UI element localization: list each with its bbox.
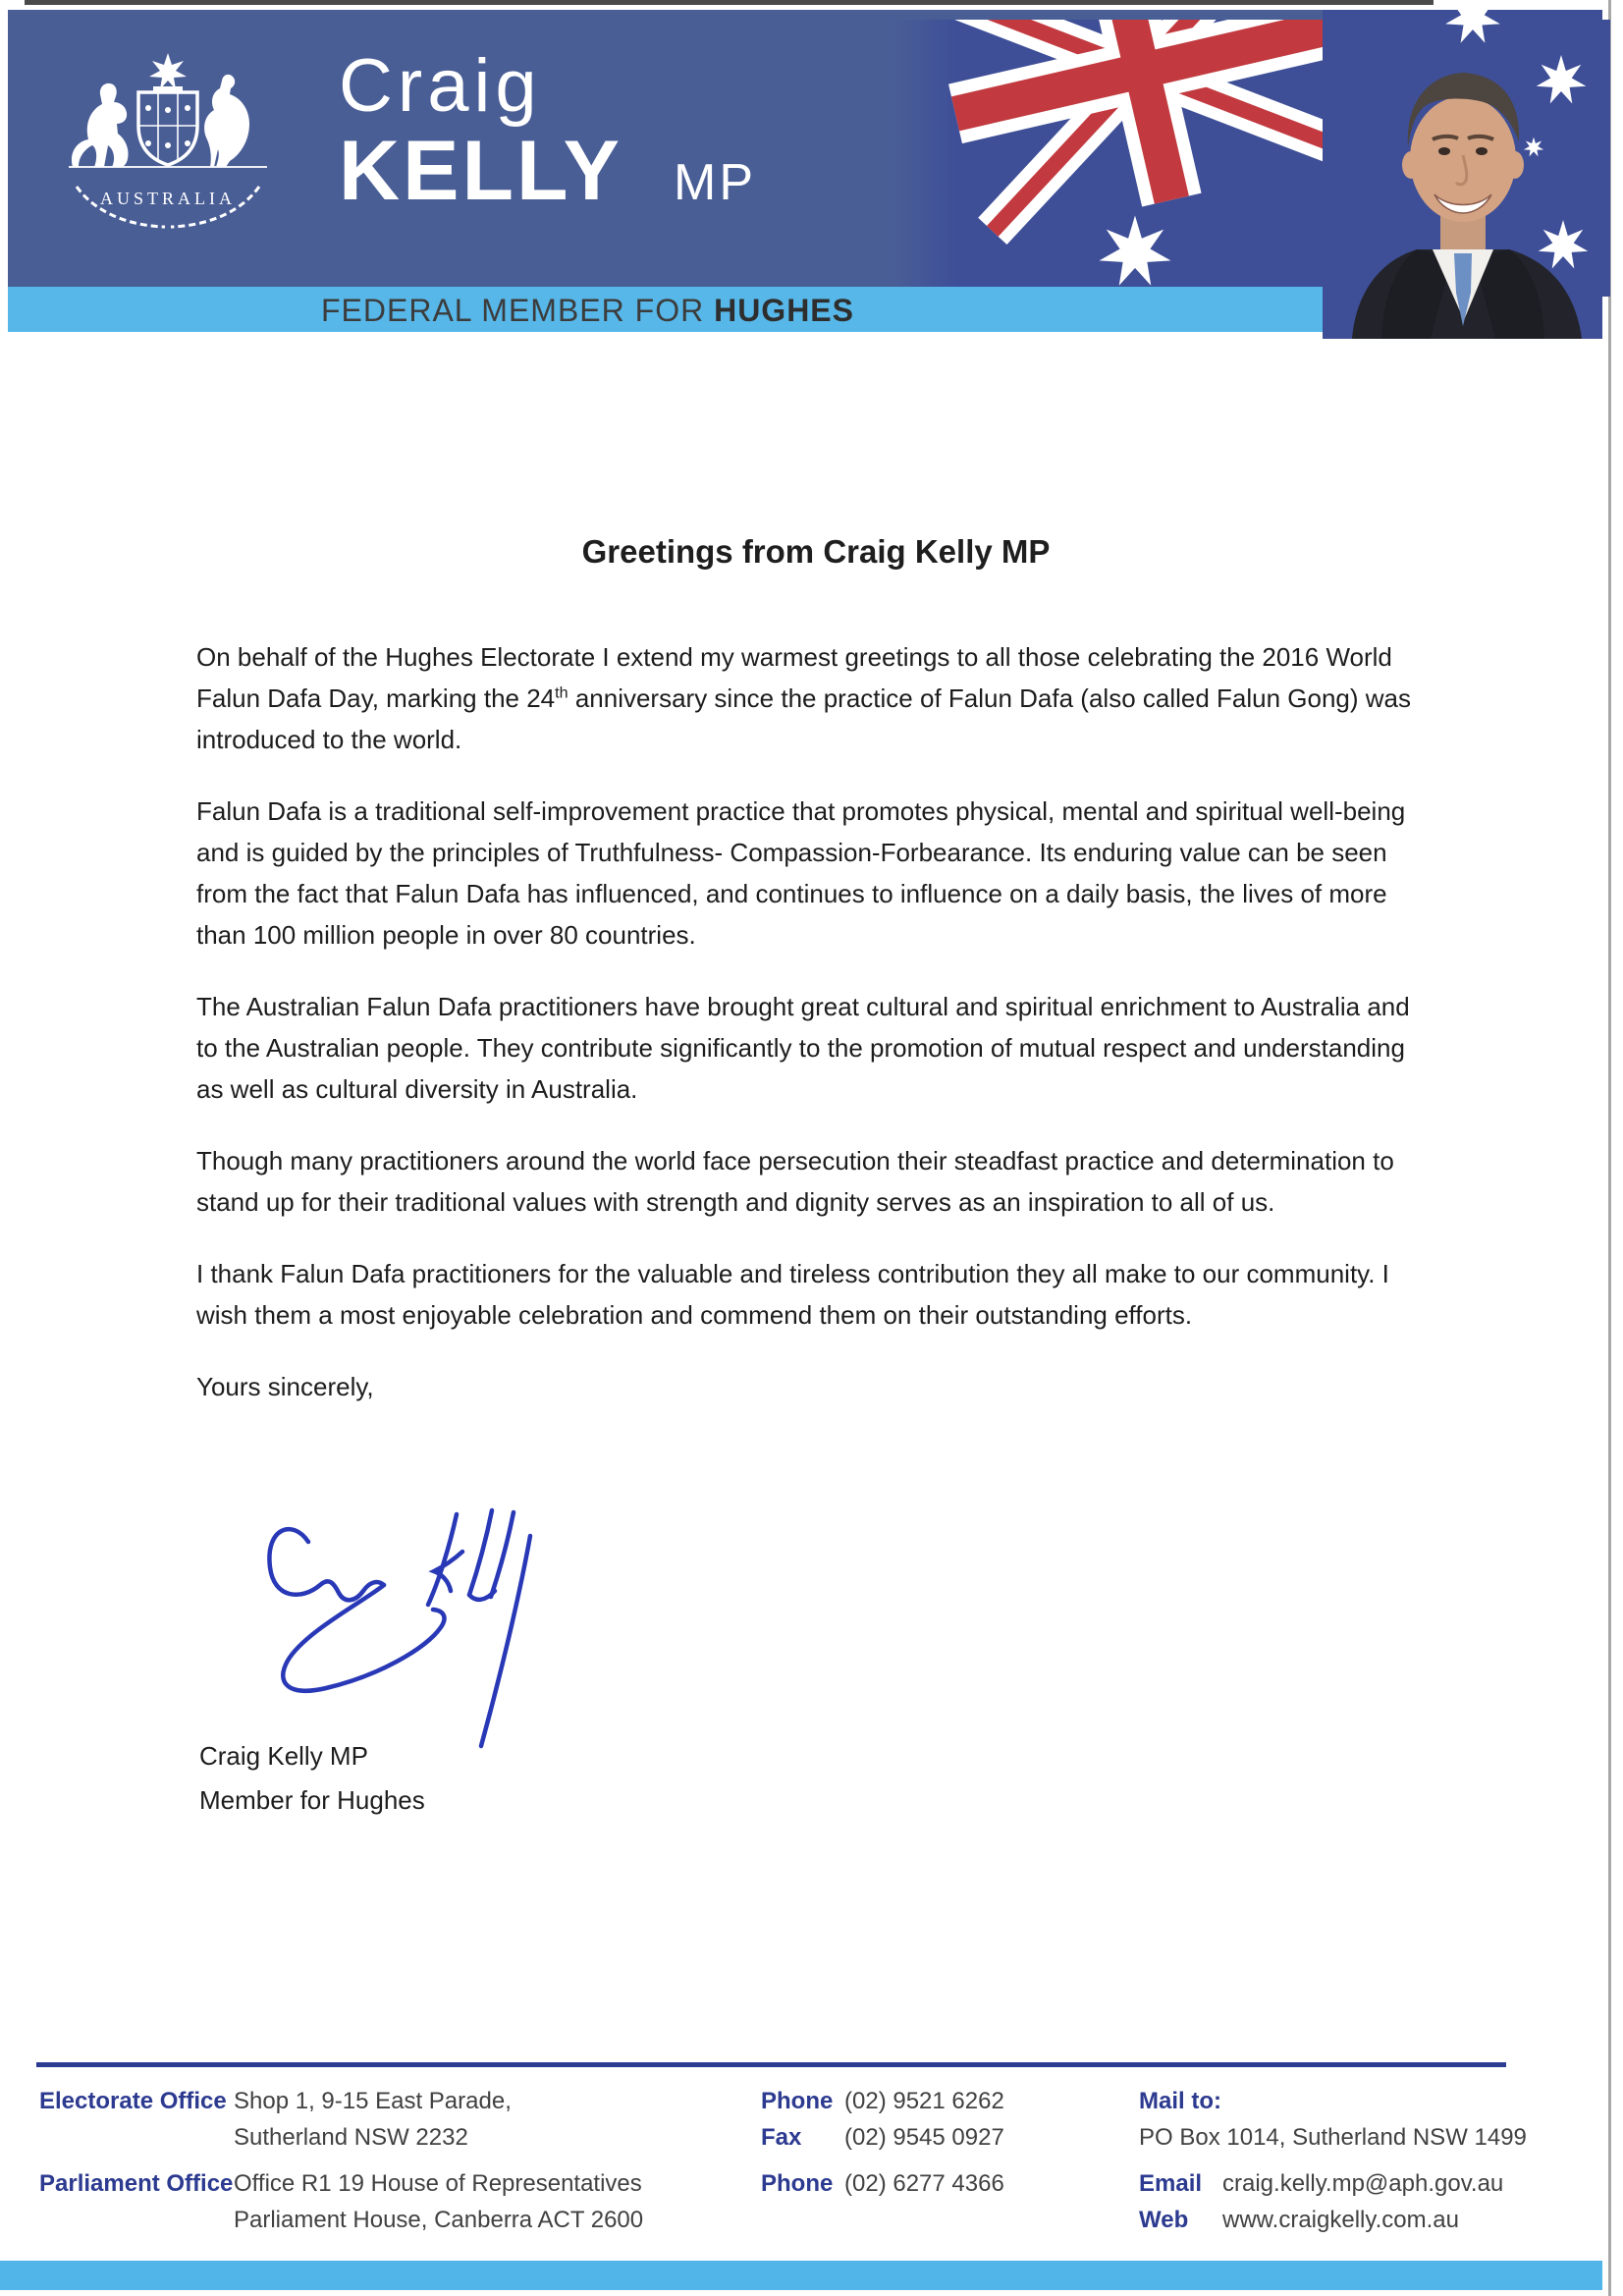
electorate-office-label: Electorate Office [39,2088,227,2114]
role-banner-electorate: HUGHES [714,293,854,328]
parliament-office-label: Parliament Office [39,2170,234,2197]
electorate-address-line2: Sutherland NSW 2232 [234,2124,468,2151]
mp-suffix: MP [674,154,756,211]
signer-name: Craig Kelly MP [199,1741,368,1771]
crest-country-label: AUSTRALIA [100,189,236,208]
signature-block [199,1734,425,1823]
fax-label: Fax [761,2124,802,2151]
footer-divider-rule [36,2062,1506,2067]
email-value: craig.kelly.mp@aph.gov.au [1222,2170,1504,2197]
electorate-address-line1: Shop 1, 9-15 East Parade, [234,2088,512,2114]
mp-portrait-photo [1323,10,1602,339]
web-value: www.craigkelly.com.au [1222,2207,1459,2233]
parliament-address-line1: Office R1 19 House of Representatives [234,2170,642,2197]
closing-salutation: Yours sincerely, [196,1372,374,1401]
phone-value-electorate: (02) 9521 6262 [844,2088,1004,2114]
signer-role: Member for Hughes [199,1785,425,1815]
signature-image [247,1503,591,1764]
australian-coat-of-arms-icon [55,51,281,240]
parliament-address-line2: Parliament House, Canberra ACT 2600 [234,2207,644,2233]
paragraph-5: I thank Falun Dafa practitioners for the valuable and tireless contribution they all make to our community. I wish them a most enjoyable celebration and commend them on their outstanding efforts. [196,1259,1389,1330]
email-label: Email [1139,2170,1203,2197]
paragraph-2: Falun Dafa is a traditional self-improvement practice that promotes physical, mental and spiritual well-being and is guided by the principles of Truthfulness- Compassion-Forbearance. Its enduring value can be seen from the fact that Falun Dafa has influenced, and continues to influence on a daily basis, the lives of more than 100 million people in over 80 countries. [196,796,1406,950]
phone-label-parliament: Phone [761,2170,834,2197]
role-banner [8,287,1323,332]
mailto-label: Mail to: [1139,2088,1221,2114]
scan-edge-top [25,0,1434,5]
phone-value-parliament: (02) 6277 4366 [844,2170,1004,2197]
mp-name-block [339,44,756,218]
web-label: Web [1139,2207,1189,2233]
scan-edge-right [1608,0,1611,2296]
role-banner-text [321,293,854,329]
ordinal-superscript: th [555,683,568,702]
mp-last-name: KELLY [339,124,622,218]
mp-first-name: Craig [339,44,542,128]
commonwealth-star-icon [1099,216,1170,286]
letter-title: Greetings from Craig Kelly MP [581,533,1051,570]
paragraph-1-text: On behalf of the Hughes Electorate I extend my warmest greetings to all those celebrating the 2016 World Falun Dafa Day, marking the 24 [196,642,1392,713]
bottom-accent-bar [0,2261,1602,2290]
paragraph-3: The Australian Falun Dafa practitioners have brought great cultural and spiritual enrichment to Australia and to the Australian people. They contribute significantly to the promotion of mutual respect and understanding as well as cultural diversity in Australia. [196,992,1410,1104]
paragraph-1-text-cont: anniversary since the practice of Falun Dafa (also called Falun Gong) was introduced to the world. [196,683,1412,754]
paragraph-4: Though many practitioners around the world face persecution their steadfast practice and determination to stand up for their traditional values with strength and dignity serves as an inspiration to all of us. [196,1146,1394,1217]
phone-label-electorate: Phone [761,2088,834,2114]
paragraph-1 [196,636,1435,760]
portrait-illustration [1323,10,1602,339]
mailto-value: PO Box 1014, Sutherland NSW 1499 [1139,2124,1527,2151]
fax-value: (02) 9545 0927 [844,2124,1004,2151]
role-banner-prefix: FEDERAL MEMBER FOR [321,293,715,328]
letter-body [196,530,1435,1438]
